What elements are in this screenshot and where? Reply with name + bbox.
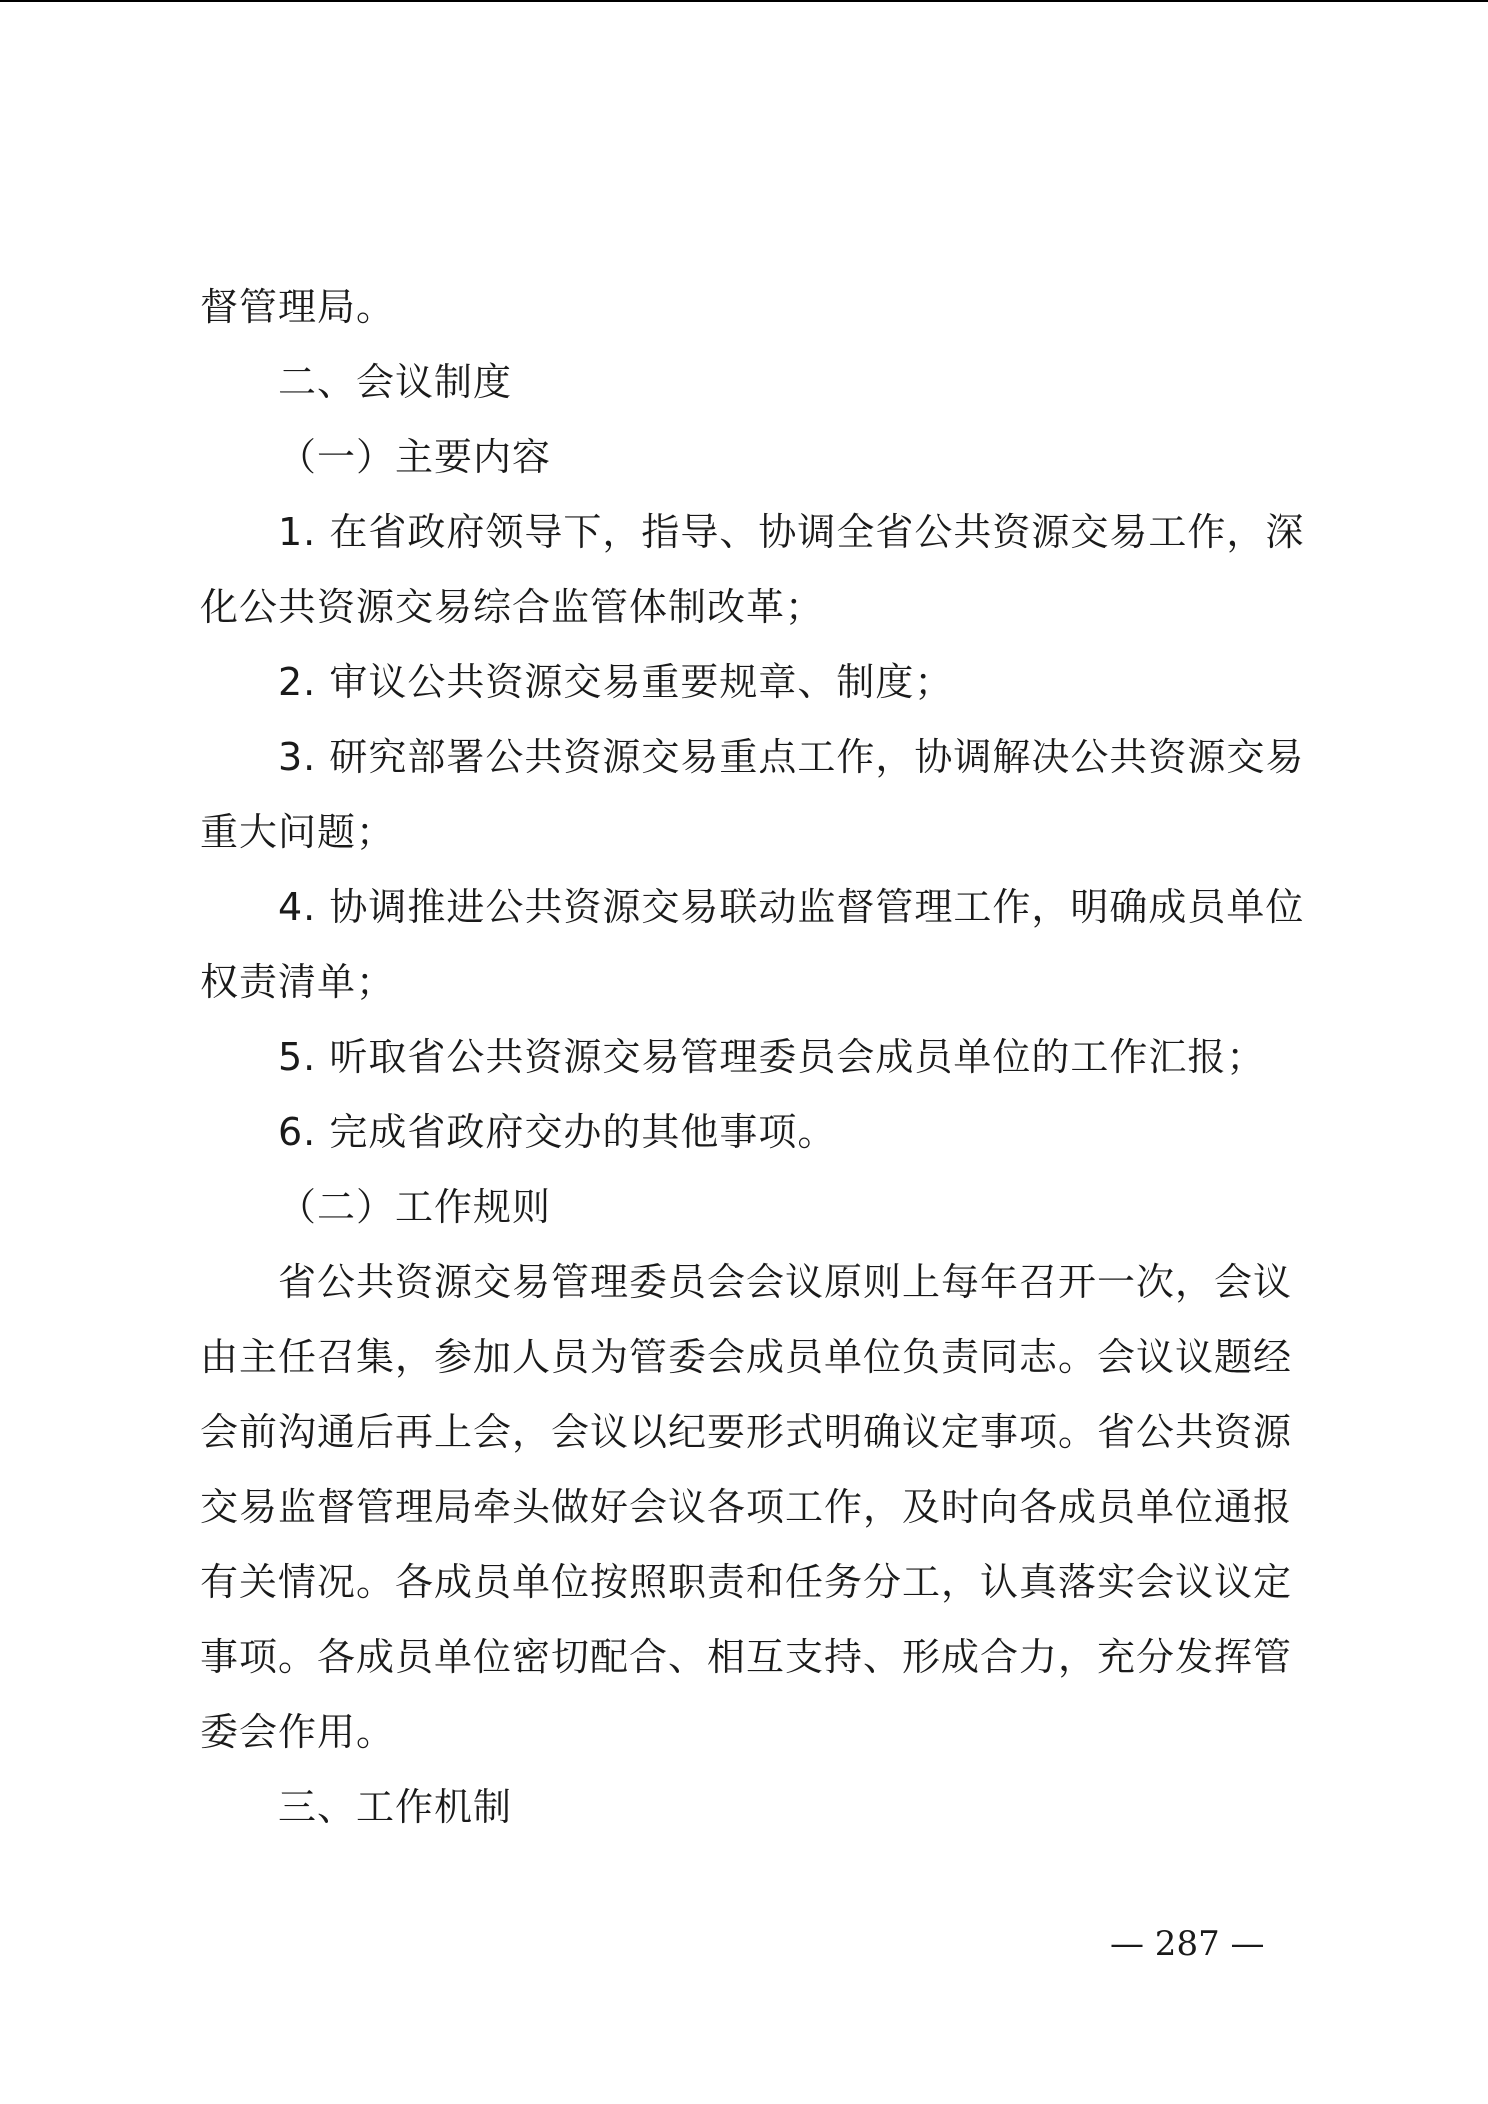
- list-item-4-line-1: 4. 协调推进公共资源交易联动监督管理工作，明确成员单位: [278, 885, 1305, 929]
- list-item-2: 2. 审议公共资源交易重要规章、制度；: [278, 660, 954, 704]
- top-border-line: [0, 0, 1488, 2]
- subsection-heading-work-rules: （二）工作规则: [278, 1185, 552, 1229]
- paragraph-line: 委会作用。: [200, 1710, 396, 1754]
- list-item-6: 6. 完成省政府交办的其他事项。: [278, 1110, 837, 1154]
- paragraph-continuation: 督管理局。: [200, 285, 396, 329]
- list-item-3-line-1: 3. 研究部署公共资源交易重点工作，协调解决公共资源交易: [278, 735, 1305, 779]
- document-body: [200, 270, 1304, 1845]
- section-heading-work-mechanism: 三、工作机制: [278, 1785, 513, 1829]
- page-number: — 287 —: [1110, 1924, 1265, 1964]
- list-item-1-line-1: 1. 在省政府领导下，指导、协调全省公共资源交易工作，深: [278, 510, 1305, 554]
- paragraph-line: 省公共资源交易管理委员会会议原则上每年召开一次，会议: [278, 1260, 1293, 1304]
- paragraph-line: 有关情况。各成员单位按照职责和任务分工，认真落实会议议定: [200, 1560, 1293, 1604]
- section-heading-meeting-system: 二、会议制度: [278, 360, 513, 404]
- paragraph-line: 交易监督管理局牵头做好会议各项工作，及时向各成员单位通报: [200, 1485, 1293, 1529]
- paragraph-line: 事项。各成员单位密切配合、相互支持、形成合力，充分发挥管: [200, 1635, 1293, 1679]
- paragraph-line: 会前沟通后再上会，会议以纪要形式明确议定事项。省公共资源: [200, 1410, 1293, 1454]
- list-item-1-line-2: 化公共资源交易综合监管体制改革；: [200, 585, 825, 629]
- list-item-3-line-2: 重大问题；: [200, 810, 396, 854]
- subsection-heading-main-content: （一）主要内容: [278, 435, 552, 479]
- list-item-4-line-2: 权责清单；: [200, 960, 396, 1004]
- list-item-5: 5. 听取省公共资源交易管理委员会成员单位的工作汇报；: [278, 1035, 1266, 1079]
- paragraph-line: 由主任召集，参加人员为管委会成员单位负责同志。会议议题经: [200, 1335, 1293, 1379]
